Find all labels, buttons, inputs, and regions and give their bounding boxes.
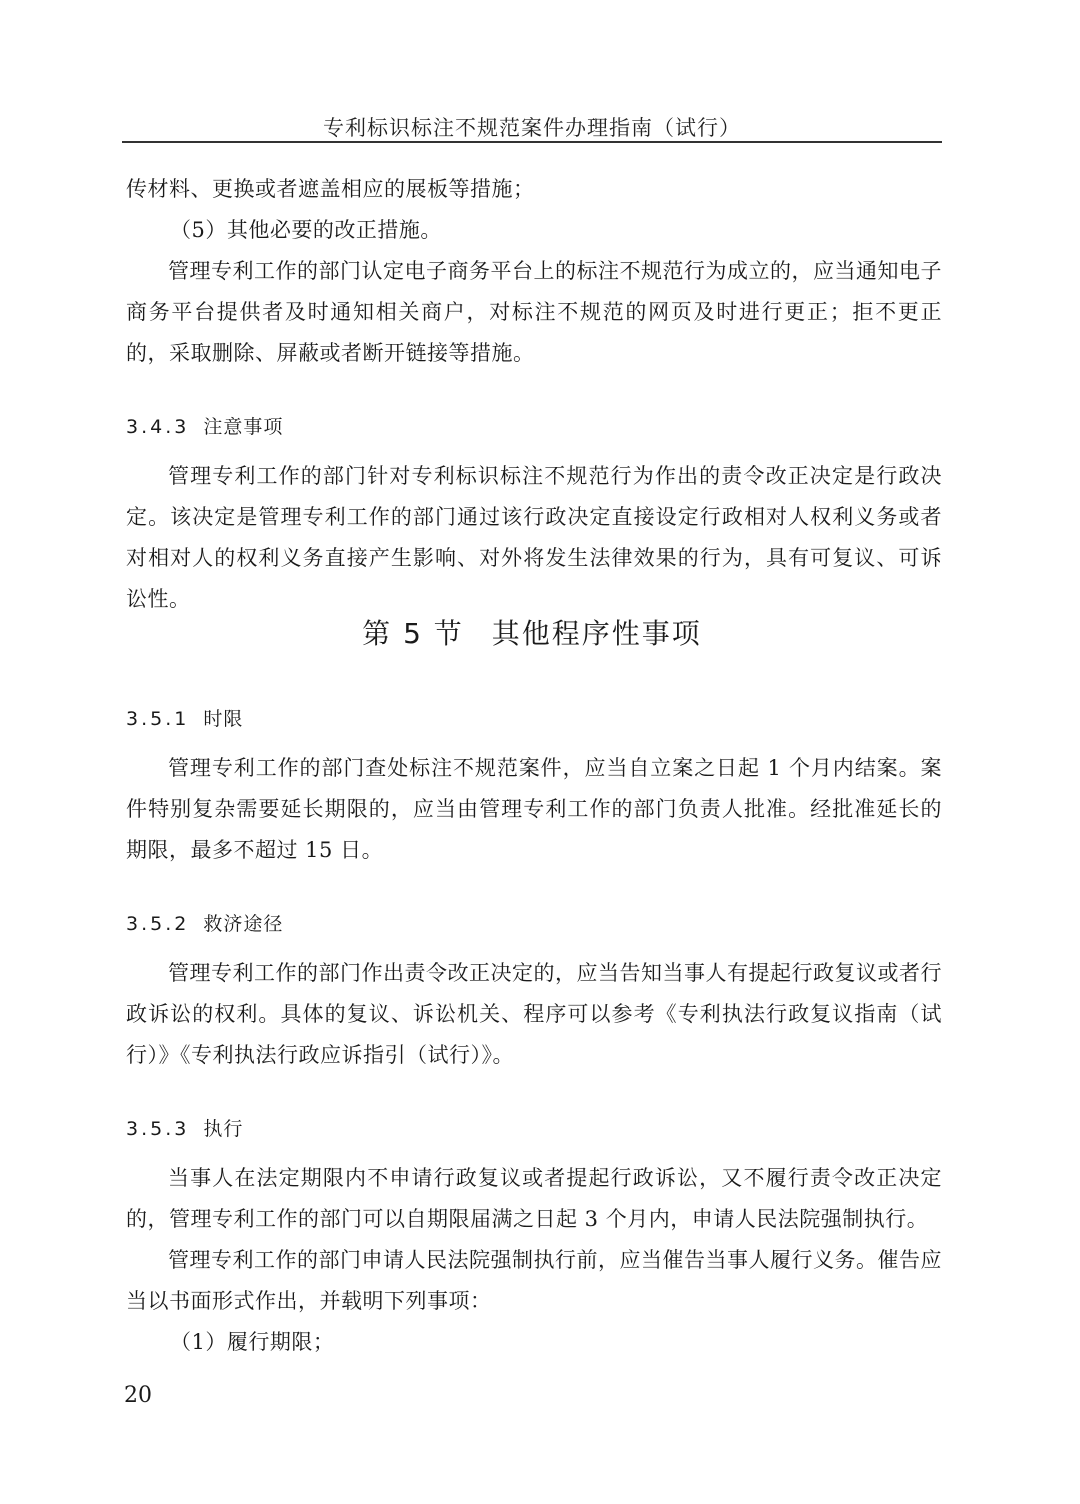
section-heading-3-4-3 xyxy=(126,412,283,439)
paragraph: 当事人在法定期限内不申请行政复议或者提起行政诉讼，又不履行责令改正决定的，管理专利工作的部门可以自期限届满之日起 3 个月内，申请人民法院强制执行。 xyxy=(126,1166,942,1231)
list-item: （1）履行期限； xyxy=(170,1330,335,1354)
section-heading-3-5-3 xyxy=(126,1114,243,1141)
section-number: 3.4.3 xyxy=(126,416,190,438)
section-title: 执行 xyxy=(203,1118,244,1140)
paragraph: 管理专利工作的部门作出责令改正决定的，应当告知当事人有提起行政复议或者行政诉讼的权利。具体的复议、诉讼机关、程序可以参考《专利执法行政复议指南（试行）》《专利执法行政应诉指引（试行）》。 xyxy=(126,961,942,1067)
section-number: 3.5.3 xyxy=(126,1118,190,1140)
section-title: 救济途径 xyxy=(203,913,284,935)
section-number: 3.5.1 xyxy=(126,708,190,730)
header-rule xyxy=(122,141,942,143)
paragraph: 传材料、更换或者遮盖相应的展板等措施； xyxy=(126,177,535,201)
chapter-title xyxy=(122,612,942,652)
running-header: 专利标识标注不规范案件办理指南（试行） xyxy=(323,116,741,140)
paragraph: 管理专利工作的部门认定电子商务平台上的标注不规范行为成立的，应当通知电子商务平台提供者及时通知相关商户，对标注不规范的网页及时进行更正；拒不更正的，采取删除、屏蔽或者断开链接等措施。 xyxy=(126,259,942,365)
page-number: 20 xyxy=(124,1383,152,1408)
chapter-name: 其他程序性事项 xyxy=(491,617,702,650)
section-heading-3-5-1 xyxy=(126,704,243,731)
paragraph: 管理专利工作的部门申请人民法院强制执行前，应当催告当事人履行义务。催告应当以书面形式作出，并载明下列事项： xyxy=(126,1248,942,1313)
section-title: 注意事项 xyxy=(203,416,284,438)
paragraph: 管理专利工作的部门针对专利标识标注不规范行为作出的责令改正决定是行政决定。该决定是管理专利工作的部门通过该行政决定直接设定行政相对人权利义务或者对相对人的权利义务直接产生影响、对外将发生法律效果的行为，具有可复议、可诉讼性。 xyxy=(126,464,942,611)
section-number: 3.5.2 xyxy=(126,913,190,935)
section-heading-3-5-2 xyxy=(126,909,283,936)
section-title: 时限 xyxy=(203,708,244,730)
list-item: （5）其他必要的改正措施。 xyxy=(170,218,442,242)
paragraph: 管理专利工作的部门查处标注不规范案件，应当自立案之日起 1 个月内结案。案件特别复杂需要延长期限的，应当由管理专利工作的部门负责人批准。经批准延长的期限，最多不超过 15 日。 xyxy=(126,756,942,862)
chapter-label: 第 5 节 xyxy=(362,617,464,650)
